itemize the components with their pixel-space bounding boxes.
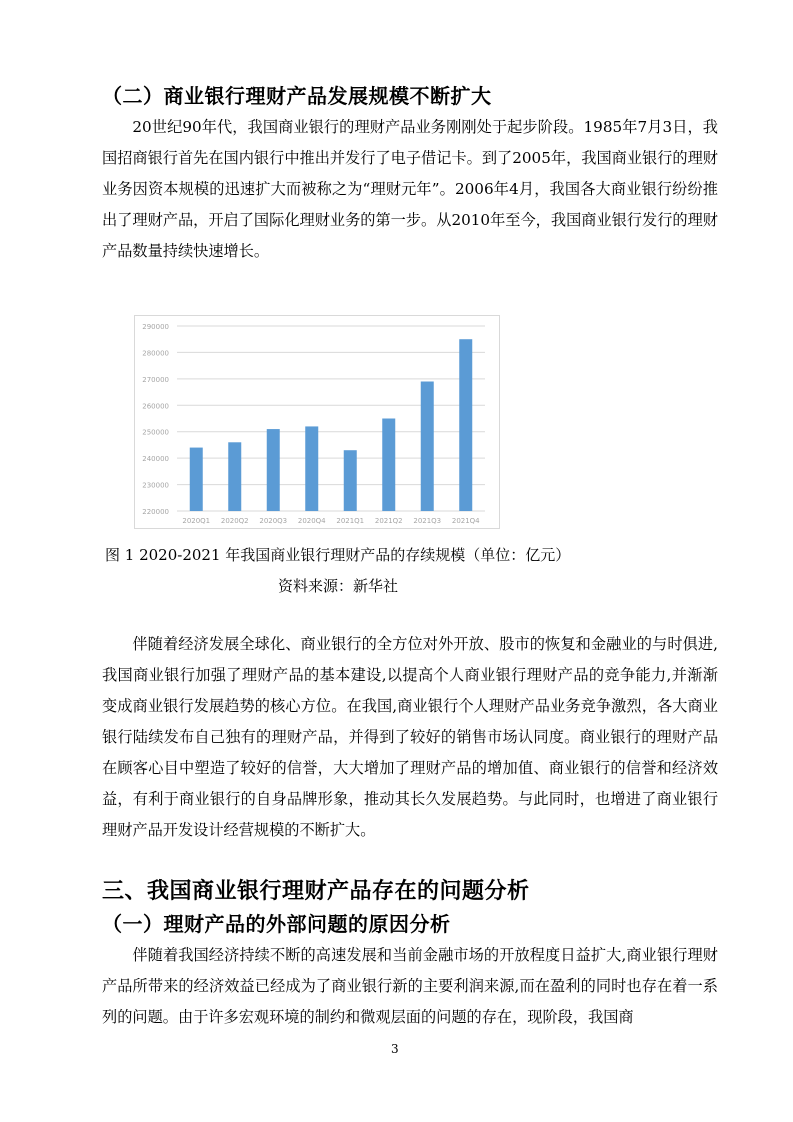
x-tick-label: 2020Q1 (182, 517, 211, 525)
page-number: 3 (391, 1042, 399, 1056)
x-tick-label: 2021Q4 (451, 517, 480, 525)
chapter-heading-3: 三、我国商业银行理财产品存在的问题分析 (102, 879, 530, 904)
y-tick-label: 240000 (142, 455, 169, 464)
x-tick-label: 2021Q2 (374, 517, 403, 525)
x-tick-label: 2021Q3 (413, 517, 442, 525)
x-tick-label: 2020Q4 (297, 517, 326, 525)
section-heading-3-1: （一）理财产品的外部问题的原因分析 (102, 912, 451, 936)
x-tick-label: 2020Q2 (220, 517, 249, 525)
paragraph-1-text: 20世纪90年代，我国商业银行的理财产品业务刚刚处于起步阶段。1985年7月3日，我国招商银行首先在国内银行中推出并发行了电子借记卡。到了2005年，我国商业银行的理财业务因资本规模的迅速扩大而被称之为“理财元年”。2006年4月，我国各大商业银行纷纷推出了理财产品，开启了国际化理财业务的第一步。从2010年至今，我国商业银行发行的理财产品数量持续快速增长。 (102, 118, 718, 260)
paragraph-1 (102, 112, 718, 267)
chart-bars (190, 339, 473, 511)
chart-y-tick-labels (142, 323, 169, 516)
bar-2021Q3 (421, 382, 434, 512)
figure-caption: 图 1 2020-2021 年我国商业银行理财产品的存续规模（单位：亿元） (105, 546, 571, 564)
bar-2020Q1 (190, 448, 203, 511)
x-tick-label: 2020Q3 (259, 517, 288, 525)
bar-chart-svg (135, 316, 499, 528)
y-tick-label: 280000 (142, 349, 169, 358)
figure-source: 资料来源：新华社 (278, 577, 399, 595)
paragraph-2 (102, 629, 718, 846)
bar-2020Q2 (228, 442, 241, 511)
bar-2021Q1 (344, 450, 357, 511)
y-tick-label: 230000 (142, 481, 169, 490)
y-tick-label: 270000 (142, 375, 169, 384)
bar-chart (134, 315, 500, 529)
bar-2020Q3 (267, 429, 280, 511)
chart-x-tick-labels (182, 517, 480, 525)
x-tick-label: 2021Q1 (336, 517, 365, 525)
y-tick-label: 220000 (142, 508, 169, 516)
y-tick-label: 260000 (142, 402, 169, 411)
chart-gridlines (177, 326, 485, 511)
bar-2021Q2 (382, 419, 395, 512)
paragraph-3-text: 伴随着我国经济持续不断的高速发展和当前金融市场的开放程度日益扩大,商业银行理财产品所带来的经济效益已经成为了商业银行新的主要利润来源,而在盈利的同时也存在着一系列的问题。由于许多宏观环境的制约和微观层面的问题的存在，现阶段，我国商 (102, 946, 718, 1026)
bar-2020Q4 (305, 426, 318, 511)
paragraph-2-text: 伴随着经济发展全球化、商业银行的全方位对外开放、股市的恢复和金融业的与时俱进,我国商业银行加强了理财产品的基本建设,以提高个人商业银行理财产品的竞争能力,并渐渐变成商业银行发展趋势的核心方位。在我国,商业银行个人理财产品业务竞争激烈，各大商业银行陆续发布自己独有的理财产品，并得到了较好的销售市场认同度。商业银行的理财产品在顾客心目中塑造了较好的信誉，大大增加了理财产品的增加值、商业银行的信誉和经济效益，有利于商业银行的自身品牌形象，推动其长久发展趋势。与此同时，也增进了商业银行理财产品开发设计经营规模的不断扩大。 (102, 635, 718, 839)
y-tick-label: 250000 (142, 428, 169, 437)
paragraph-3 (102, 940, 718, 1033)
bar-2021Q4 (459, 339, 472, 511)
section-heading-2: （二）商业银行理财产品发展规模不断扩大 (102, 84, 492, 108)
y-tick-label: 290000 (142, 323, 169, 331)
